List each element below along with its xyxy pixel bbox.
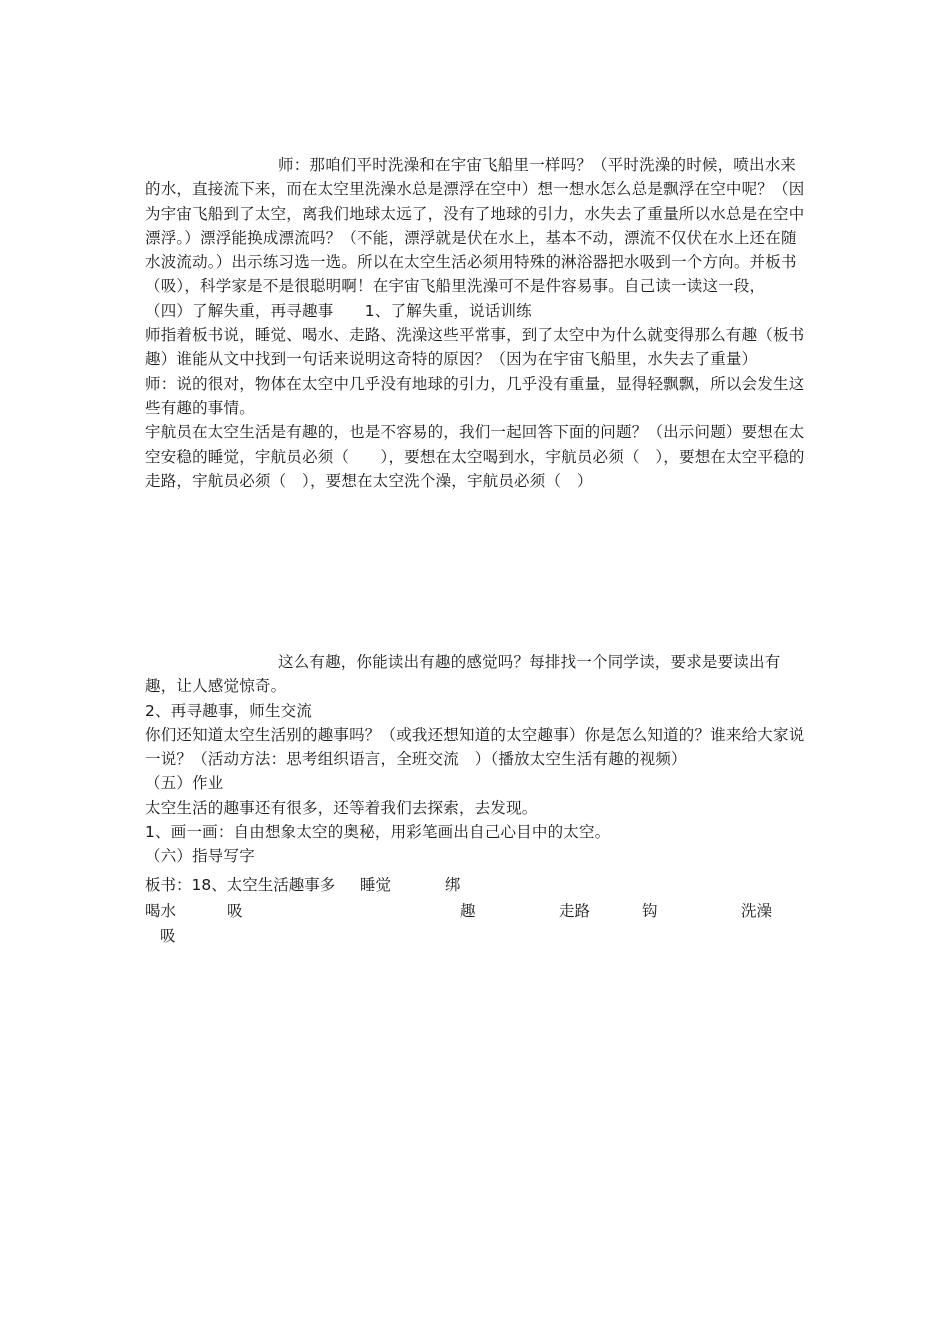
paragraph-questions: 宇航员在太空生活是有趣的，也是不容易的，我们一起回答下面的问题？（出示问题）要想在太空安稳的睡觉，宇航员必须（ ），要想在太空喝到水，宇航员必须（ ），要想在太空平稳的走路，宇航员必须（ ），要想在太空洗个澡，宇航员必须（ ） [145,423,805,490]
section-2 [145,650,810,869]
paragraph-homework: 太空生活的趣事还有很多，还等着我们去探索，去发现。 [145,798,538,817]
board-word-suck: 吸 [227,902,243,920]
paragraph-read-aloud: 这么有趣，你能读出有趣的感觉吗？每排找一个同学读，要求是要读出有趣，让人感觉惊奇。 [145,653,781,696]
board-word-sleep: 睡觉 [360,876,392,894]
board-word-hook: 钩 [642,902,658,920]
board-word-drink: 喝水 [145,902,177,920]
item-2-exchange: 2、再寻趣事，师生交流 [145,701,313,720]
board-label: 板书：18、太空生活趣事多 [145,876,336,894]
heading-part-5: （五）作业 [145,774,224,793]
paragraph-board-interest: 师指着板书说，睡觉、喝水、走路、洗澡这些平常事，到了太空中为什么就变得那么有趣（板书趣）谁能从文中找到一句话来说明这奇特的原因？（因为在宇宙飞船里，水失去了重量） [145,326,805,369]
heading-part-6: （六）指导写字 [145,847,255,866]
board-word-suck-2: 吸 [160,927,176,945]
heading-part-4: （四）了解失重，再寻趣事 1、了解失重，说话训练 [145,301,532,320]
section-1 [145,153,810,493]
board-word-walk: 走路 [559,902,591,920]
paragraph-bath-discussion: 师：那咱们平时洗澡和在宇宙飞船里一样吗？（平时洗澡的时候，喷出水来的水，直接流下来，而在太空里洗澡水总是漂浮在空中）想一想水怎么总是飘浮在空中呢？（因为宇宙飞船到了太空，离我们地球太远了，没有了地球的引力，水失去了重量所以水总是在空中漂浮。）漂浮能换成漂流吗？（不能，漂浮就是伏在水上，基本不动，漂流不仅伏在水上还在随水波流动。）出示练习选一选。所以在太空生活必须用特殊的淋浴器把水吸到一个方向。并板书（吸），科学家是不是很聪明啊！在宇宙飞船里洗澡可不是件容易事。自己读一读这一段， [145,156,805,296]
board-word-bath: 洗澡 [741,902,773,920]
paragraph-teacher-gravity: 师：说的很对，物体在太空中几乎没有地球的引力，几乎没有重量，显得轻飘飘，所以会发生这些有趣的事情。 [145,374,805,417]
item-1-draw: 1、画一画：自由想象太空的奥秘，用彩笔画出自己心目中的太空。 [145,823,611,842]
board-word-tie: 绑 [445,876,461,894]
board-word-fun: 趣 [460,902,476,920]
paragraph-more-stories: 你们还知道太空生活别的趣事吗？（或我还想知道的太空趣事）你是怎么知道的？谁来给大家说一说？（活动方法：思考组织语言，全班交流 ）（播放太空生活有趣的视频） [145,725,805,769]
